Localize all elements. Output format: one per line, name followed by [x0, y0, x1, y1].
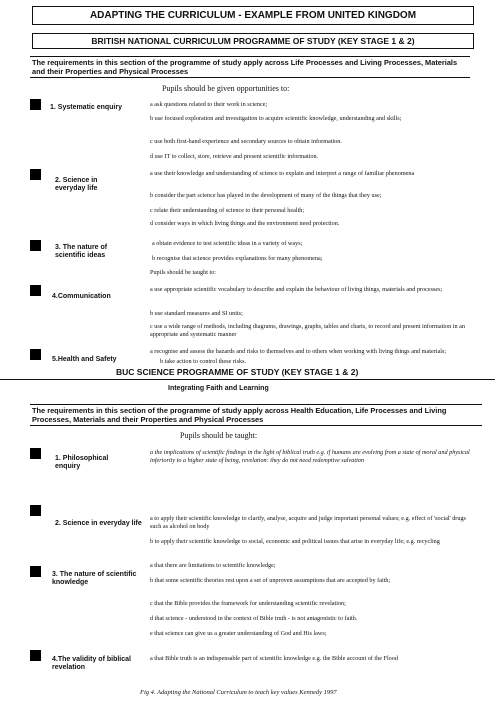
list-item: b to apply their scientific knowledge to social, economic and political issues that arise in everyday life; e.g. recycling — [150, 538, 440, 545]
list-item: a the implications of scientific findings in the light of biblical truth e.g. if humans are evolving from a state of moral and physical inferiority to a higher state of being, revelation: they do not need redemptive salvation — [150, 449, 470, 464]
bullet-square — [30, 99, 41, 110]
list-item: c use a wide range of methods, including diagrams, drawings, graphs, tables and charts, to record and present information in an appropriate and systematic manner — [150, 323, 465, 338]
list-item: a obtain evidence to test scientific ideas in a variety of ways; — [152, 240, 303, 247]
list-item: a recognise and assess the hazards and risks to themselves and to others when working with living things and materials; — [150, 348, 447, 355]
list-item: c relate their understanding of science to their personal health; — [150, 207, 305, 214]
section1-lead: Pupils should be given opportunities to: — [162, 84, 290, 93]
list-item: d that science - understood in the context of Bible truth - is not antagonistic to faith. — [150, 615, 358, 622]
topic-label: 2. Science in everyday life — [55, 520, 142, 527]
bullet-square — [30, 566, 41, 577]
list-item: e that science can give us a greater understanding of God and His laws; — [150, 630, 327, 637]
figure-caption: Fig 4. Adapting the National Curriculum to teach key values Kennedy 1997 — [140, 689, 337, 696]
section1-intro-text: The requirements in this section of the programme of study apply across Life Processes and Living Processes, Materials and their Properties and Physical Processes — [30, 56, 470, 78]
topic-label: 1. Philosophical enquiry — [55, 455, 109, 470]
section2-subheading: Integrating Faith and Learning — [168, 385, 269, 392]
section1-heading: BRITISH NATIONAL CURRICULUM PROGRAMME OF STUDY (KEY STAGE 1 & 2) — [32, 33, 474, 49]
section1-intro — [30, 56, 470, 78]
bullet-square — [30, 650, 41, 661]
list-item: b use focused exploration and investigation to acquire scientific knowledge, understanding and skills; — [150, 115, 402, 122]
list-item: a use appropriate scientific vocabulary to describe and explain the behaviour of living things, materials and processes; — [150, 286, 443, 293]
bullet-square — [30, 349, 41, 360]
topic-label: 4.The validity of biblical revelation — [52, 656, 131, 671]
list-item: b use standard measures and SI units; — [150, 310, 243, 317]
divider — [0, 379, 495, 380]
list-item: b take action to control these risks. — [160, 358, 247, 365]
list-item: c use both first-hand experience and secondary sources to obtain information. — [150, 138, 342, 145]
list-item: a to apply their scientific knowledge to clarify, analyse, acquire and judge important personal values; e.g. effect of 'social' drugs such as alcohol on body — [150, 515, 466, 530]
list-item: b consider the part science has played in the development of many of the things that they use; — [150, 192, 382, 199]
list-item: d use IT to collect, store, retrieve and present scientific information. — [150, 153, 319, 160]
bullet-square — [30, 169, 41, 180]
bullet-square — [30, 285, 41, 296]
section2-heading: BUC SCIENCE PROGRAMME OF STUDY (KEY STAGE 1 & 2) — [116, 367, 359, 377]
topic-label: 2. Science in everyday life — [55, 177, 98, 192]
list-item: d consider ways in which living things and the environment need protection. — [150, 220, 340, 227]
document-title: ADAPTING THE CURRICULUM - EXAMPLE FROM UNITED KINGDOM — [32, 6, 474, 25]
bullet-square — [30, 505, 41, 516]
topic-label: 4.Communication — [52, 293, 111, 300]
list-item: b that some scientific theories rest upon a set of unproven assumptions that are accepted by faith; — [150, 577, 391, 584]
topic-label: 5.Health and Safety — [52, 356, 117, 363]
topic-label: 3. The nature of scientific ideas — [55, 244, 108, 259]
list-item: b recognise that science provides explanations for many phenomena; — [152, 255, 323, 262]
list-item: a ask questions related to their work in science; — [150, 101, 268, 108]
topic-label: 3. The nature of scientific knowledge — [52, 571, 137, 586]
list-item: a use their knowledge and understanding of science to explain and interpret a range of familiar phenomena — [150, 170, 415, 177]
topic-label: 1. Systematic enquiry — [50, 104, 122, 111]
section2-lead: Pupils should be taught: — [180, 431, 258, 440]
bullet-square — [30, 240, 41, 251]
list-item: a that Bible truth is an indispensable part of scientific knowledge e.g. the Bible account of the Flood — [150, 655, 398, 662]
list-lead: Pupils should be taught to: — [150, 269, 217, 276]
list-item: c that the Bible provides the framework for understanding scientific revelation; — [150, 600, 346, 607]
list-item: a that there are limitations to scientific knowledge; — [150, 562, 276, 569]
section2-intro: The requirements in this section of the programme of study apply across Health Education, Life Processes and Living Processes, Materials and their Properties and Physical Processes — [30, 404, 482, 426]
bullet-square — [30, 448, 41, 459]
